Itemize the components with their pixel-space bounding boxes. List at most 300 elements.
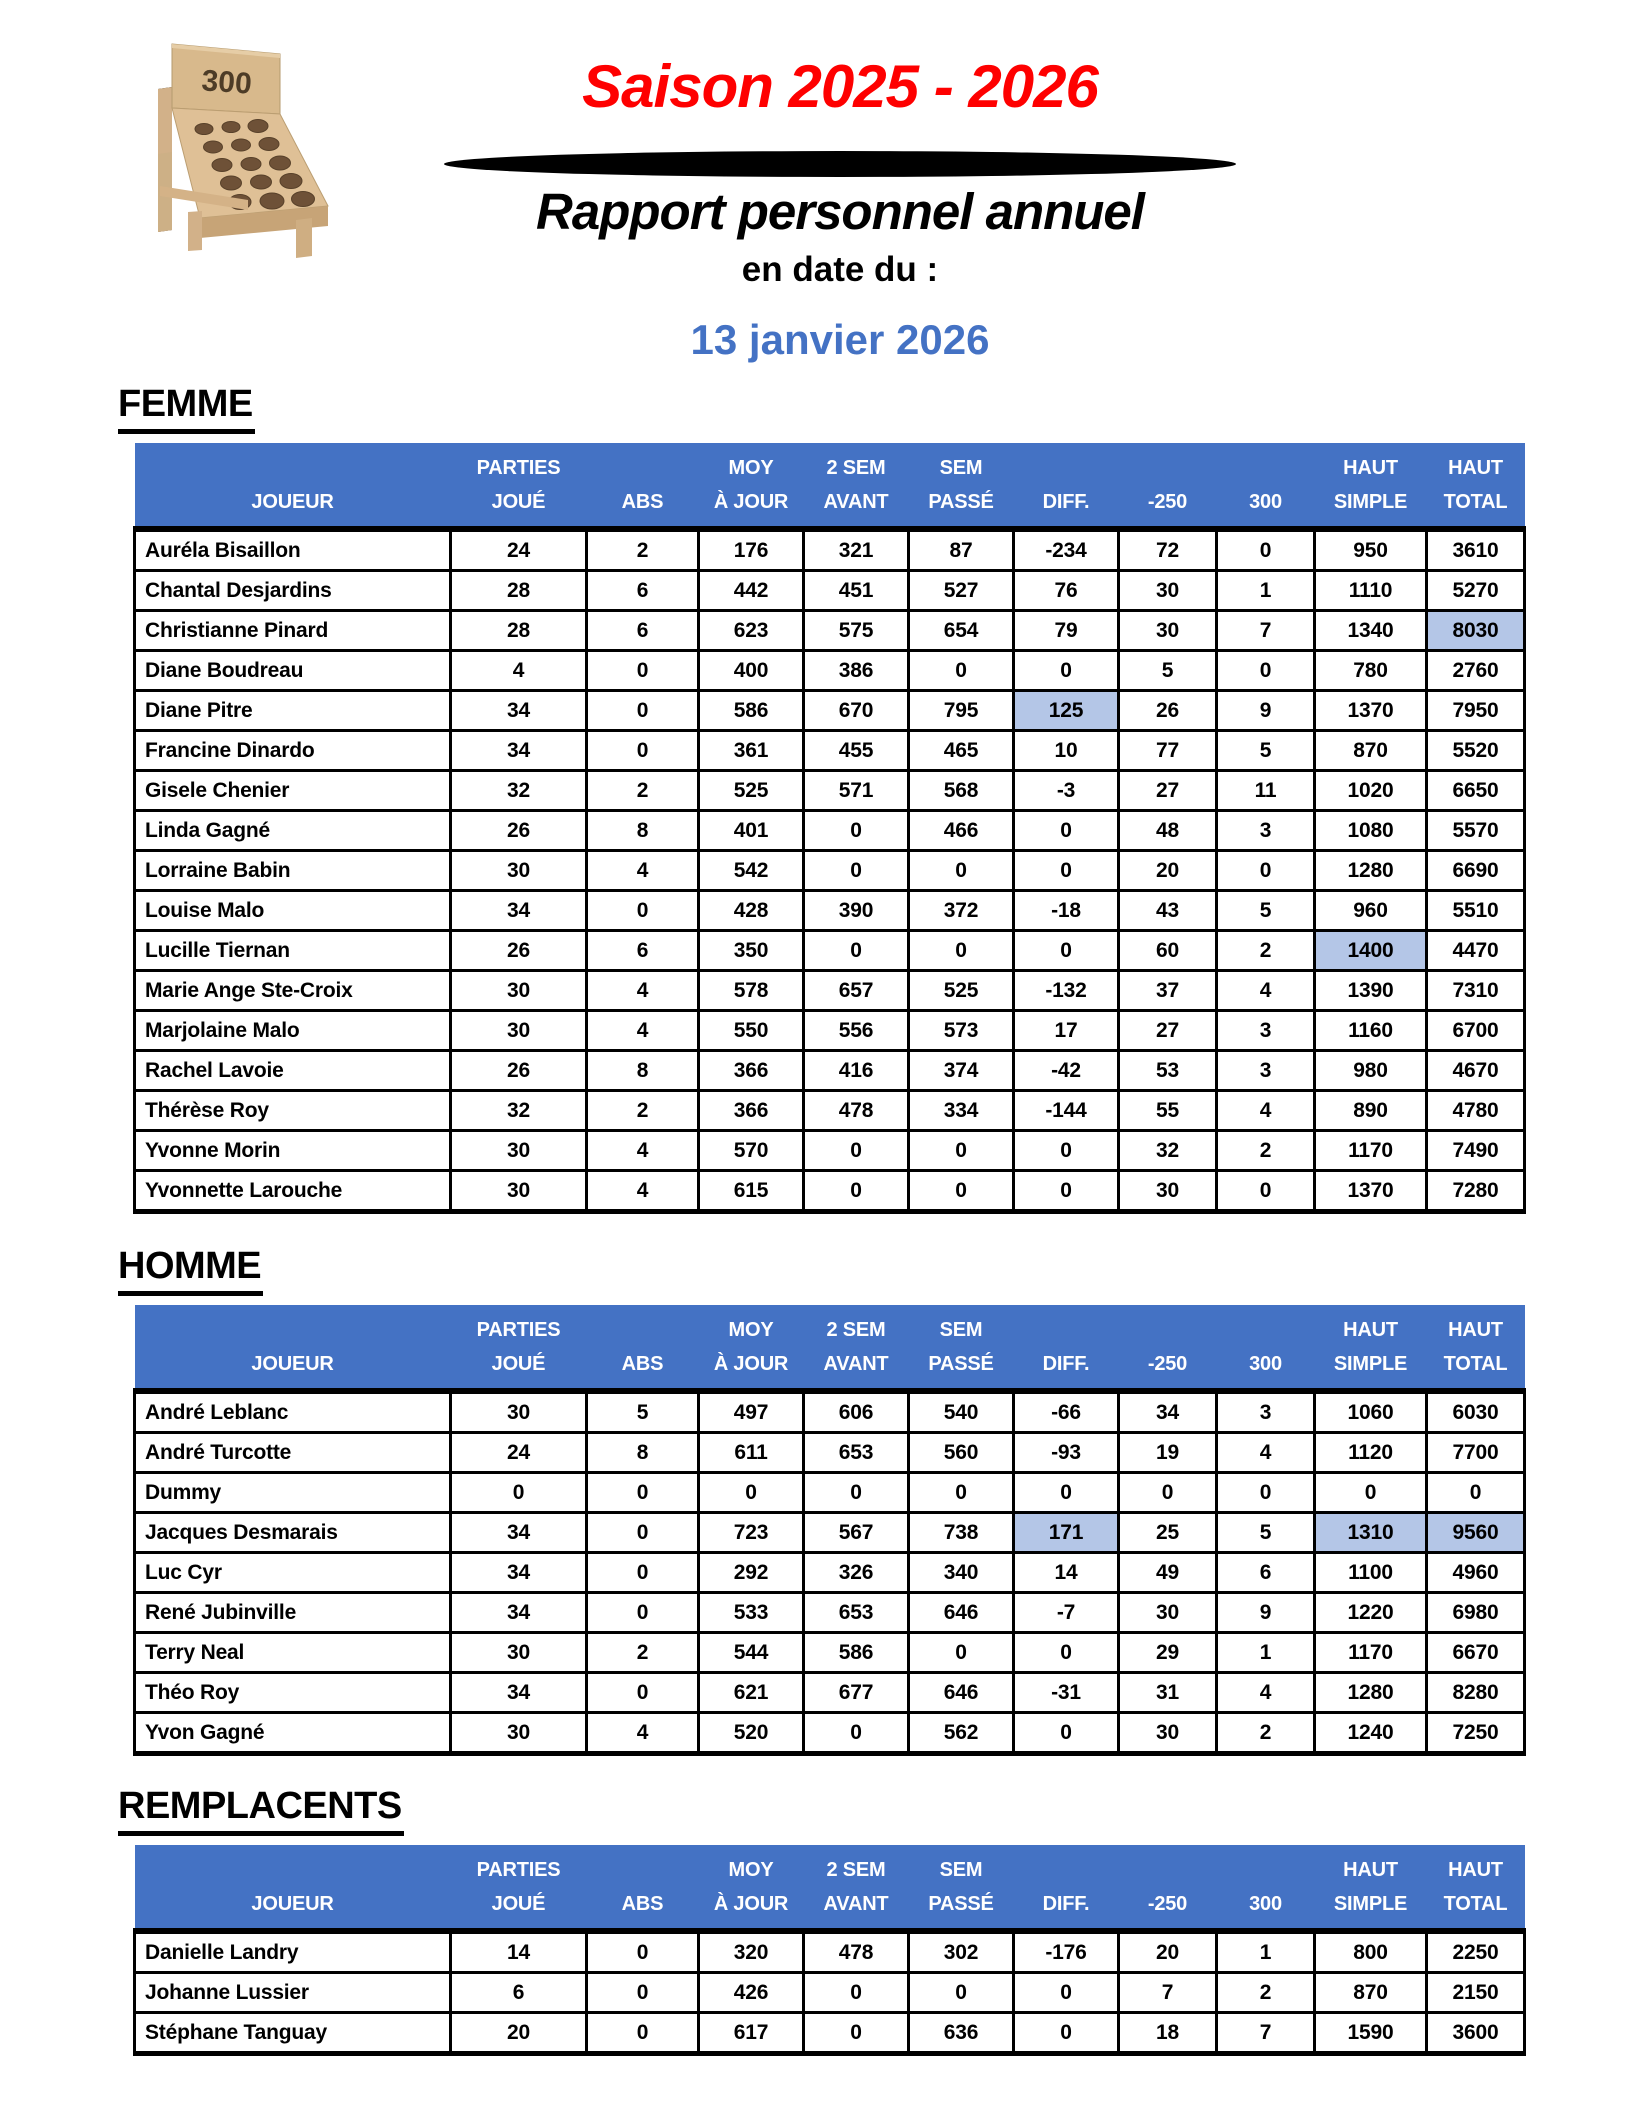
stat-cell: 2 [1217, 1131, 1315, 1171]
stat-cell: 0 [804, 1171, 909, 1212]
stat-cell: 0 [1014, 811, 1119, 851]
stat-cell: 723 [699, 1513, 804, 1553]
stat-cell: 361 [699, 731, 804, 771]
stat-cell: 20 [1119, 851, 1217, 891]
table-row [135, 1593, 1525, 1633]
stat-cell: 527 [909, 571, 1014, 611]
stat-cell: 28 [451, 571, 587, 611]
stat-cell: 1390 [1315, 971, 1427, 1011]
stat-cell: 0 [587, 651, 699, 691]
stat-cell: 5570 [1427, 811, 1525, 851]
stat-cell: 34 [451, 1673, 587, 1713]
table-header-cell: 300 [1217, 1845, 1315, 1931]
stat-cell: 6 [1217, 1553, 1315, 1593]
player-name-cell: Christianne Pinard [135, 611, 451, 651]
table-row [135, 811, 1525, 851]
stat-cell: 6030 [1427, 1391, 1525, 1433]
stat-cell: 570 [699, 1131, 804, 1171]
table-header-cell: SEM PASSÉ [909, 1305, 1014, 1391]
stat-cell: 20 [451, 2013, 587, 2054]
stat-cell: 1160 [1315, 1011, 1427, 1051]
stat-cell: 30 [451, 1391, 587, 1433]
stat-cell: 340 [909, 1553, 1014, 1593]
stat-cell: 26 [1119, 691, 1217, 731]
stat-cell: 30 [451, 1131, 587, 1171]
stat-cell: 3 [1217, 1391, 1315, 1433]
stat-cell: 0 [1014, 2013, 1119, 2054]
player-name-cell: Chantal Desjardins [135, 571, 451, 611]
stat-cell: 34 [451, 731, 587, 771]
stat-cell: 1240 [1315, 1713, 1427, 1754]
stat-cell: 0 [587, 1973, 699, 2013]
stat-cell: 560 [909, 1433, 1014, 1473]
player-name-cell: Terry Neal [135, 1633, 451, 1673]
stat-cell: 6 [587, 931, 699, 971]
stat-cell: 1 [1217, 571, 1315, 611]
stat-cell: 2150 [1427, 1973, 1525, 2013]
table-row [135, 1513, 1525, 1553]
stat-cell: -3 [1014, 771, 1119, 811]
report-title: Rapport personnel annuel [536, 183, 1144, 240]
stat-cell: 76 [1014, 571, 1119, 611]
stat-cell: 0 [804, 1473, 909, 1513]
stat-cell: 0 [587, 691, 699, 731]
stat-cell: 466 [909, 811, 1014, 851]
stat-cell: 556 [804, 1011, 909, 1051]
player-name-cell: Dummy [135, 1473, 451, 1513]
stat-cell: 350 [699, 931, 804, 971]
stat-cell: 5 [1217, 731, 1315, 771]
table-row [135, 1391, 1525, 1433]
stat-cell: 1 [1217, 1931, 1315, 1973]
table-header-cell: DIFF. [1014, 1305, 1119, 1391]
stat-cell: 4960 [1427, 1553, 1525, 1593]
stat-cell: 780 [1315, 651, 1427, 691]
stat-cell: 525 [699, 771, 804, 811]
stat-cell: 0 [1427, 1473, 1525, 1513]
report-header [140, 0, 1540, 380]
stat-cell: 5 [587, 1391, 699, 1433]
stat-cell: 646 [909, 1593, 1014, 1633]
players-table [133, 443, 1526, 1214]
stat-cell: 1080 [1315, 811, 1427, 851]
stat-cell: 390 [804, 891, 909, 931]
stat-cell: 795 [909, 691, 1014, 731]
table-header-cell: HAUT SIMPLE [1315, 443, 1427, 529]
table-row [135, 1713, 1525, 1754]
stat-cell: 478 [804, 1931, 909, 1973]
stat-cell: 4 [587, 1713, 699, 1754]
stat-cell: 738 [909, 1513, 1014, 1553]
table-row [135, 771, 1525, 811]
stat-cell: 0 [587, 1473, 699, 1513]
stat-cell: 320 [699, 1931, 804, 1973]
table-header-cell: SEM PASSÉ [909, 1845, 1014, 1931]
player-name-cell: Stéphane Tanguay [135, 2013, 451, 2054]
table-header-cell: HAUT TOTAL [1427, 1845, 1525, 1931]
stat-cell: 26 [451, 811, 587, 851]
table-header-cell: ABS [587, 443, 699, 529]
stat-cell: 2 [587, 771, 699, 811]
stat-cell: 0 [587, 2013, 699, 2054]
stat-cell: 606 [804, 1391, 909, 1433]
stat-cell: 621 [699, 1673, 804, 1713]
stat-cell: 31 [1119, 1673, 1217, 1713]
stat-cell: 1280 [1315, 1673, 1427, 1713]
stat-cell: 7310 [1427, 971, 1525, 1011]
stat-cell: 465 [909, 731, 1014, 771]
stat-cell: 677 [804, 1673, 909, 1713]
stat-cell: 0 [804, 2013, 909, 2054]
section-homme [118, 1245, 1523, 1756]
stat-cell: 374 [909, 1051, 1014, 1091]
stat-cell: 60 [1119, 931, 1217, 971]
highlighted-stat-cell: 171 [1014, 1513, 1119, 1553]
stat-cell: 586 [699, 691, 804, 731]
table-header-cell: HAUT SIMPLE [1315, 1845, 1427, 1931]
stat-cell: 4 [1217, 1091, 1315, 1131]
stat-cell: 7490 [1427, 1131, 1525, 1171]
stat-cell: 3610 [1427, 529, 1525, 571]
player-name-cell: Luc Cyr [135, 1553, 451, 1593]
stat-cell: 8 [587, 1433, 699, 1473]
table-header-cell: JOUEUR [135, 1845, 451, 1931]
stat-cell: 326 [804, 1553, 909, 1593]
stat-cell: 890 [1315, 1091, 1427, 1131]
stat-cell: 4 [1217, 1433, 1315, 1473]
stat-cell: 0 [1217, 1171, 1315, 1212]
stat-cell: 544 [699, 1633, 804, 1673]
stat-cell: 372 [909, 891, 1014, 931]
stat-cell: 0 [1014, 1973, 1119, 2013]
table-row [135, 1171, 1525, 1212]
player-name-cell: Danielle Landry [135, 1931, 451, 1973]
player-name-cell: Linda Gagné [135, 811, 451, 851]
stat-cell: 0 [1217, 529, 1315, 571]
stat-cell: 8280 [1427, 1673, 1525, 1713]
table-header-row [135, 1305, 1525, 1391]
stat-cell: 960 [1315, 891, 1427, 931]
stat-cell: 2250 [1427, 1931, 1525, 1973]
stat-cell: 27 [1119, 771, 1217, 811]
stat-cell: 575 [804, 611, 909, 651]
stat-cell: 30 [1119, 1713, 1217, 1754]
stat-cell: 2 [1217, 1973, 1315, 2013]
table-header-cell: -250 [1119, 443, 1217, 529]
stat-cell: 0 [587, 1931, 699, 1973]
stat-cell: 2760 [1427, 651, 1525, 691]
stat-cell: 4 [587, 1011, 699, 1051]
stat-cell: 6 [587, 571, 699, 611]
stat-cell: 0 [804, 811, 909, 851]
stat-cell: 586 [804, 1633, 909, 1673]
section-heading: HOMME [118, 1245, 263, 1296]
stat-cell: 34 [451, 891, 587, 931]
stat-cell: 53 [1119, 1051, 1217, 1091]
stat-cell: 0 [1217, 651, 1315, 691]
table-row [135, 1051, 1525, 1091]
stat-cell: 334 [909, 1091, 1014, 1131]
stat-cell: 0 [587, 1513, 699, 1553]
table-header-cell: PARTIES JOUÉ [451, 443, 587, 529]
stat-cell: 5270 [1427, 571, 1525, 611]
stat-cell: 5 [1217, 891, 1315, 931]
table-header-cell: ABS [587, 1305, 699, 1391]
stat-cell: 646 [909, 1673, 1014, 1713]
table-header-cell: JOUEUR [135, 1305, 451, 1391]
table-header-cell: MOY À JOUR [699, 1845, 804, 1931]
stat-cell: 426 [699, 1973, 804, 2013]
stat-cell: 0 [909, 851, 1014, 891]
player-name-cell: Diane Boudreau [135, 651, 451, 691]
table-header-cell: PARTIES JOUÉ [451, 1845, 587, 1931]
stat-cell: 0 [909, 1973, 1014, 2013]
stat-cell: 7 [1217, 2013, 1315, 2054]
stat-cell: 8 [587, 1051, 699, 1091]
table-row [135, 651, 1525, 691]
stat-cell: -93 [1014, 1433, 1119, 1473]
stat-cell: 670 [804, 691, 909, 731]
stat-cell: 0 [1014, 1171, 1119, 1212]
stat-cell: 2 [587, 529, 699, 571]
stat-cell: 9 [1217, 1593, 1315, 1633]
stat-cell: 14 [451, 1931, 587, 1973]
table-header-cell: MOY À JOUR [699, 1305, 804, 1391]
stat-cell: 14 [1014, 1553, 1119, 1593]
stat-cell: 0 [909, 1171, 1014, 1212]
stat-cell: 2 [1217, 1713, 1315, 1754]
stat-cell: 34 [451, 1593, 587, 1633]
stat-cell: 19 [1119, 1433, 1217, 1473]
table-header-cell: -250 [1119, 1845, 1217, 1931]
table-header-cell: DIFF. [1014, 443, 1119, 529]
table-row [135, 1673, 1525, 1713]
stat-cell: 1370 [1315, 1171, 1427, 1212]
stat-cell: 87 [909, 529, 1014, 571]
stat-cell: 0 [1014, 1473, 1119, 1513]
table-row [135, 1091, 1525, 1131]
stat-cell: 1280 [1315, 851, 1427, 891]
stat-cell: 0 [909, 1633, 1014, 1673]
table-header-row [135, 1845, 1525, 1931]
stat-cell: 2 [587, 1091, 699, 1131]
stat-cell: 43 [1119, 891, 1217, 931]
player-name-cell: Lorraine Babin [135, 851, 451, 891]
player-name-cell: Rachel Lavoie [135, 1051, 451, 1091]
table-row [135, 891, 1525, 931]
player-name-cell: Yvonne Morin [135, 1131, 451, 1171]
stat-cell: 4670 [1427, 1051, 1525, 1091]
stat-cell: 6 [451, 1973, 587, 2013]
stat-cell: 4 [587, 851, 699, 891]
stat-cell: 1170 [1315, 1633, 1427, 1673]
svg-text:300: 300 [200, 64, 253, 101]
stat-cell: 623 [699, 611, 804, 651]
stat-cell: 0 [909, 651, 1014, 691]
stat-cell: 34 [451, 1513, 587, 1553]
stat-cell: 7700 [1427, 1433, 1525, 1473]
stat-cell: 657 [804, 971, 909, 1011]
table-row [135, 1131, 1525, 1171]
table-header-cell: MOY À JOUR [699, 443, 804, 529]
stat-cell: 1 [1217, 1633, 1315, 1673]
stat-cell: 0 [1014, 1633, 1119, 1673]
players-table [133, 1845, 1526, 2056]
table-row [135, 1931, 1525, 1973]
date-value: 13 janvier 2026 [690, 316, 990, 363]
stat-cell: 79 [1014, 611, 1119, 651]
section-femme [118, 383, 1523, 1214]
stat-cell: 654 [909, 611, 1014, 651]
stat-cell: 34 [451, 691, 587, 731]
stat-cell: 30 [451, 1171, 587, 1212]
stat-cell: 1110 [1315, 571, 1427, 611]
stat-cell: 0 [804, 1973, 909, 2013]
stat-cell: 0 [587, 1673, 699, 1713]
stat-cell: 542 [699, 851, 804, 891]
stat-cell: 4780 [1427, 1091, 1525, 1131]
stat-cell: 55 [1119, 1091, 1217, 1131]
table-header-cell: JOUEUR [135, 443, 451, 529]
stat-cell: 30 [451, 1633, 587, 1673]
table-row [135, 529, 1525, 571]
stat-cell: 442 [699, 571, 804, 611]
stat-cell: 0 [909, 1473, 1014, 1513]
stat-cell: 7280 [1427, 1171, 1525, 1212]
table-header-cell: HAUT TOTAL [1427, 443, 1525, 529]
stat-cell: 0 [1014, 1713, 1119, 1754]
stat-cell: 636 [909, 2013, 1014, 2054]
table-header-cell: PARTIES JOUÉ [451, 1305, 587, 1391]
player-name-cell: Francine Dinardo [135, 731, 451, 771]
stat-cell: 400 [699, 651, 804, 691]
stat-cell: 568 [909, 771, 1014, 811]
table-header-cell: 300 [1217, 443, 1315, 529]
stat-cell: 7 [1119, 1973, 1217, 2013]
stat-cell: 6690 [1427, 851, 1525, 891]
stat-cell: 30 [451, 851, 587, 891]
stat-cell: 366 [699, 1091, 804, 1131]
table-row [135, 971, 1525, 1011]
table-header-row [135, 443, 1525, 529]
stat-cell: 30 [451, 1713, 587, 1754]
stat-cell: 0 [1315, 1473, 1427, 1513]
table-header-cell: 2 SEM AVANT [804, 443, 909, 529]
highlighted-stat-cell: 1400 [1315, 931, 1427, 971]
stat-cell: 6700 [1427, 1011, 1525, 1051]
stat-cell: 4 [587, 1131, 699, 1171]
stat-cell: 26 [451, 931, 587, 971]
player-name-cell: Yvonnette Larouche [135, 1171, 451, 1212]
stat-cell: 5510 [1427, 891, 1525, 931]
stat-cell: -42 [1014, 1051, 1119, 1091]
stat-cell: 30 [451, 1011, 587, 1051]
stat-cell: 0 [1217, 851, 1315, 891]
stat-cell: 401 [699, 811, 804, 851]
table-header-cell: DIFF. [1014, 1845, 1119, 1931]
stat-cell: 0 [587, 731, 699, 771]
stat-cell: 0 [804, 1131, 909, 1171]
player-name-cell: Yvon Gagné [135, 1713, 451, 1754]
table-row [135, 1011, 1525, 1051]
stat-cell: 4 [1217, 1673, 1315, 1713]
stat-cell: 9 [1217, 691, 1315, 731]
table-header-cell: 300 [1217, 1305, 1315, 1391]
highlighted-stat-cell: 8030 [1427, 611, 1525, 651]
date-label: en date du : [741, 250, 939, 289]
table-row [135, 1553, 1525, 1593]
stat-cell: 0 [1014, 931, 1119, 971]
stat-cell: 1060 [1315, 1391, 1427, 1433]
stat-cell: 5520 [1427, 731, 1525, 771]
stat-cell: 26 [451, 1051, 587, 1091]
season-title: Saison 2025 - 2026 [582, 53, 1098, 120]
stat-cell: 540 [909, 1391, 1014, 1433]
stat-cell: 77 [1119, 731, 1217, 771]
stat-cell: 37 [1119, 971, 1217, 1011]
table-row [135, 931, 1525, 971]
player-name-cell: Auréla Bisaillon [135, 529, 451, 571]
stat-cell: 6670 [1427, 1633, 1525, 1673]
stat-cell: 1120 [1315, 1433, 1427, 1473]
table-row [135, 691, 1525, 731]
stat-cell: 17 [1014, 1011, 1119, 1051]
table-row [135, 571, 1525, 611]
player-name-cell: Lucille Tiernan [135, 931, 451, 971]
stat-cell: 6980 [1427, 1593, 1525, 1633]
stat-cell: 11 [1217, 771, 1315, 811]
stat-cell: 3600 [1427, 2013, 1525, 2054]
stat-cell: 611 [699, 1433, 804, 1473]
player-name-cell: Johanne Lussier [135, 1973, 451, 2013]
stat-cell: 0 [587, 1553, 699, 1593]
player-name-cell: Théo Roy [135, 1673, 451, 1713]
stat-cell: -18 [1014, 891, 1119, 931]
stat-cell: 10 [1014, 731, 1119, 771]
stat-cell: 34 [451, 1553, 587, 1593]
stat-cell: 30 [1119, 1593, 1217, 1633]
stat-cell: 30 [1119, 611, 1217, 651]
stat-cell: 2 [1217, 931, 1315, 971]
section-heading: REMPLACENTS [118, 1785, 404, 1836]
stat-cell: 4 [587, 971, 699, 1011]
stat-cell: 1100 [1315, 1553, 1427, 1593]
player-name-cell: Marjolaine Malo [135, 1011, 451, 1051]
stat-cell: 533 [699, 1593, 804, 1633]
stat-cell: 8 [587, 811, 699, 851]
stat-cell: 1590 [1315, 2013, 1427, 2054]
stat-cell: 562 [909, 1713, 1014, 1754]
stat-cell: 520 [699, 1713, 804, 1754]
player-name-cell: Gisele Chenier [135, 771, 451, 811]
stat-cell: -132 [1014, 971, 1119, 1011]
stat-cell: 5 [1217, 1513, 1315, 1553]
stat-cell: 1020 [1315, 771, 1427, 811]
stat-cell: 386 [804, 651, 909, 691]
stat-cell: 653 [804, 1593, 909, 1633]
table-row [135, 731, 1525, 771]
stat-cell: 1220 [1315, 1593, 1427, 1633]
section-heading: FEMME [118, 383, 255, 434]
table-row [135, 611, 1525, 651]
player-name-cell: André Leblanc [135, 1391, 451, 1433]
stat-cell: 4470 [1427, 931, 1525, 971]
stat-cell: 302 [909, 1931, 1014, 1973]
stat-cell: 3 [1217, 1011, 1315, 1051]
stat-cell: 428 [699, 891, 804, 931]
stat-cell: 3 [1217, 811, 1315, 851]
player-name-cell: René Jubinville [135, 1593, 451, 1633]
